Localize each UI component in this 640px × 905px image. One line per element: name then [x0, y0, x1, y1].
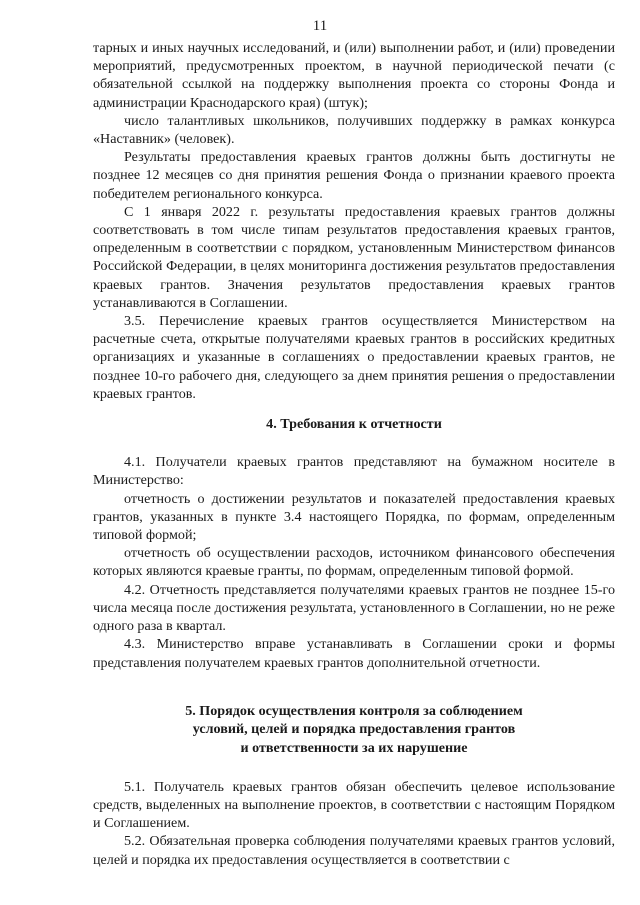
section-heading: 4. Требования к отчетности — [266, 416, 442, 433]
paragraph: 4.2. Отчетность представляется получателями краевых грантов не позднее 15-го числа месяца после достижения результата, установленного в Соглашении, но не реже одного раза в квартал. — [93, 581, 615, 635]
paragraph: 5.2. Обязательная проверка соблюдения получателями краевых грантов условий, целей и порядка их предоставления осуществляется в соответствии с — [93, 833, 615, 868]
paragraph: отчетность о достижении результатов и показателей предоставления краевых грантов, указанных в пункте 3.4 настоящего Порядка, по формам, определенным типовой формой; — [93, 490, 615, 544]
page-number: 11 — [312, 18, 328, 34]
heading-line: и ответственности за их нарушение — [240, 740, 468, 757]
heading-line: 5. Порядок осуществления контроля за соблюдением — [185, 702, 523, 719]
paragraph: 5.1. Получатель краевых грантов обязан обеспечить целевое использование средств, выделенных на выполнение проектов, в соответствии с настоящим Порядком и Соглашением. — [93, 778, 615, 832]
document-body — [93, 39, 615, 869]
paragraph: 4.1. Получатели краевых грантов представляют на бумажном носителе в Министерство: — [93, 454, 615, 489]
section-heading — [93, 702, 615, 758]
paragraph-continuation: тарных и иных научных исследований, и (или) выполнении работ, и (или) проведении мероприятий, предусмотренных проектом, в научной периодической печати (с обязательной ссылкой на поддержку выполнения проекта со стороны Фонда и администрации Краснодарского края) (штук); — [93, 40, 615, 111]
paragraph: 4.3. Министерство вправе устанавливать в Соглашении сроки и формы представления получателем краевых грантов дополнительной отчетности. — [93, 636, 615, 671]
paragraph: число талантливых школьников, получивших поддержку в рамках конкурса «Наставник» (человек). — [93, 112, 615, 148]
paragraph: С 1 января 2022 г. результаты предоставления краевых грантов должны соответствовать в том числе типам результатов предоставления краевых грантов, определенным в соответствии с порядком, установленным Министерством финансов Российской Федерации, в целях мониторинга достижения результатов предоставления краевых грантов. Значения результатов предоставления краевых грантов устанавливаются в Соглашении. — [93, 203, 615, 311]
paragraph: отчетность об осуществлении расходов, источником финансового обеспечения которых являются краевые гранты, по формам, определенным типовой формой. — [93, 545, 615, 580]
paragraph: Результаты предоставления краевых грантов должны быть достигнуты не позднее 12 месяцев со дня принятия решения Фонда о признании краевого проекта победителем регионального конкурса. — [93, 149, 615, 202]
heading-line: условий, целей и порядка предоставления грантов — [192, 721, 516, 738]
paragraph: 3.5. Перечисление краевых грантов осуществляется Министерством на расчетные счета, открытые получателями краевых грантов в российских кредитных организациях и указанные в соглашениях о предоставлении краевых грантов, не позднее 10-го рабочего дня, следующего за днем принятия решения о предоставлении краевых грантов. — [93, 313, 615, 402]
